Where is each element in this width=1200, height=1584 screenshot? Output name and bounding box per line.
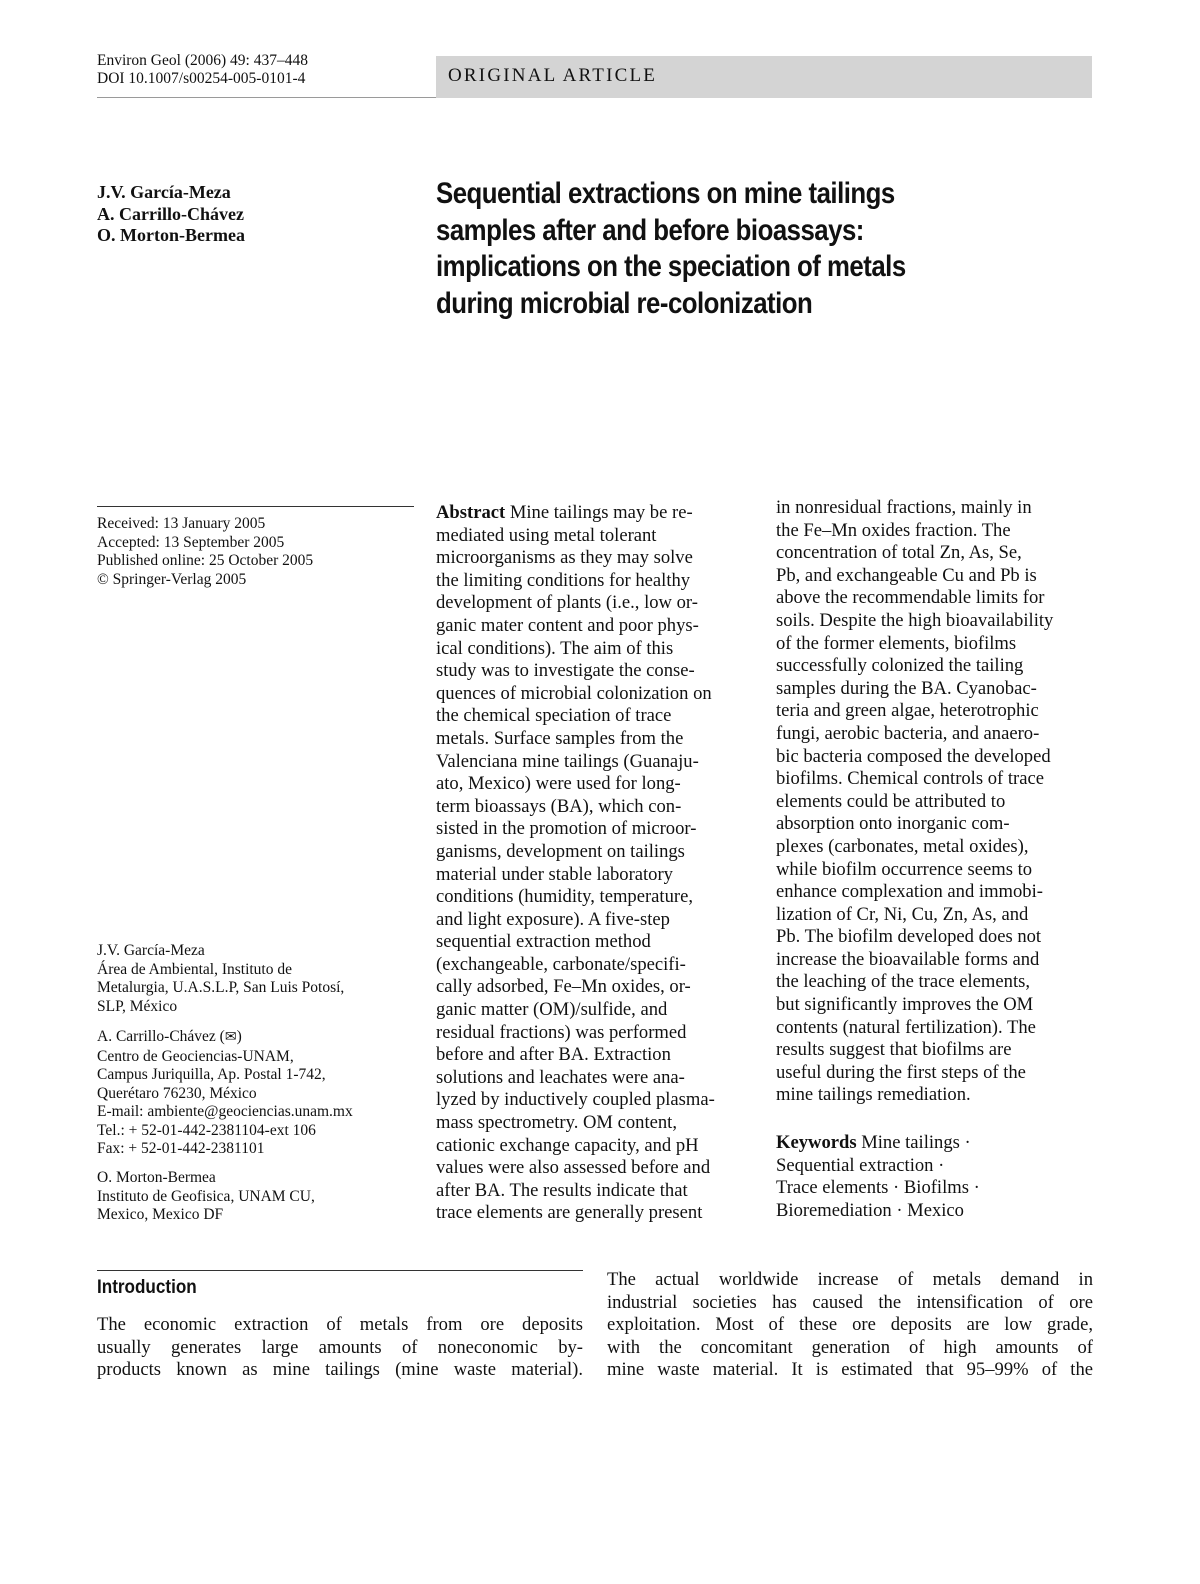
- abstract-line: but significantly improves the OM: [776, 994, 1034, 1016]
- abstract-line: solutions and leachates were ana-: [436, 1066, 685, 1088]
- keywords-block: [776, 1132, 980, 1222]
- abstract-line: Valenciana mine tailings (Guanaju-: [436, 750, 699, 772]
- keywords-first-line: Keywords Mine tailings ·: [776, 1132, 971, 1153]
- body-line: with the concomitant generation of high amounts of: [607, 1336, 1093, 1358]
- author-name: A. Carrillo-Chávez: [97, 203, 244, 224]
- abstract-line: in nonresidual fractions, mainly in: [776, 497, 1032, 518]
- abstract-line: contents (natural fertilization). The: [776, 1016, 1036, 1038]
- abstract-line: Pb, and exchangeable Cu and Pb is: [776, 564, 1037, 586]
- introduction-rule: [97, 1270, 583, 1271]
- abstract-line: the leaching of the trace elements,: [776, 971, 1030, 993]
- abstract-line: mediated using metal tolerant: [436, 524, 657, 546]
- abstract-line: ganic mater content and poor phys-: [436, 614, 699, 636]
- affiliation-line: Instituto de Geofisica, UNAM CU,: [97, 1187, 315, 1205]
- author-name: O. Morton-Bermea: [97, 225, 245, 245]
- abstract-line: soils. Despite the high bioavailability: [776, 609, 1054, 631]
- body-line: usually generates large amounts of noneconomic by-: [97, 1336, 583, 1358]
- section-banner: [436, 56, 1092, 98]
- abstract-line: lyzed by inductively coupled plasma-: [436, 1089, 715, 1111]
- abstract-line: quences of microbial colonization on: [436, 682, 712, 704]
- affiliation-morton-bermea: [97, 1169, 315, 1225]
- abstract-line: metals. Surface samples from the: [436, 727, 684, 749]
- affiliation-line: Mexico, Mexico DF: [97, 1206, 224, 1223]
- abstract-line: biofilms. Chemical controls of trace: [776, 768, 1044, 790]
- body-line: exploitation. Most of these ore deposits are low grade,: [607, 1314, 1093, 1336]
- affiliation-line: Metalurgia, U.A.S.L.P, San Luis Potosí,: [97, 979, 345, 996]
- author-list: [97, 182, 245, 247]
- abstract-line: mass spectrometry. OM content,: [436, 1112, 677, 1134]
- abstract-line: Pb. The biofilm developed does not: [776, 926, 1042, 948]
- abstract-line: enhance complexation and immobi-: [776, 881, 1043, 903]
- abstract-line: mine tailings remediation.: [776, 1084, 971, 1106]
- abstract-line: concentration of total Zn, As, Se,: [776, 542, 1022, 564]
- abstract-line: plexes (carbonates, metal oxides),: [776, 835, 1029, 857]
- abstract-line: above the recommendable limits for: [776, 587, 1045, 609]
- abstract-line: the chemical speciation of trace: [436, 705, 672, 727]
- abstract-column-1: [436, 502, 715, 1225]
- abstract-line: ato, Mexico) were used for long-: [436, 773, 681, 795]
- abstract-line: fungi, aerobic bacteria, and anaero-: [776, 722, 1040, 744]
- title-line: samples after and before bioassays:: [436, 213, 864, 247]
- abstract-line: samples during the BA. Cyanobac-: [776, 677, 1037, 699]
- abstract-line: sequential extraction method: [436, 931, 651, 953]
- abstract-label: Abstract: [436, 502, 506, 523]
- abstract-line: bic bacteria composed the developed: [776, 745, 1051, 767]
- author-name: J.V. García-Meza: [97, 182, 231, 202]
- header-rule: [97, 97, 436, 98]
- affiliation-line: Querétaro 76230, México: [97, 1084, 257, 1102]
- affiliation-line: O. Morton-Bermea: [97, 1169, 216, 1186]
- envelope-icon: ✉: [224, 1030, 237, 1045]
- abstract-line: material under stable laboratory: [436, 863, 673, 885]
- introduction-column-2: [607, 1269, 1093, 1382]
- abstract-line: after BA. The results indicate that: [436, 1179, 688, 1201]
- date-accepted: Accepted: 13 September 2005: [97, 533, 285, 551]
- corresponding-author: A. Carrillo-Chávez (✉): [97, 1028, 242, 1045]
- journal-header: [97, 52, 308, 88]
- abstract-first-line: Abstract Mine tailings may be re-: [436, 502, 693, 523]
- abstract-line: ganic matter (OM)/sulfide, and: [436, 999, 668, 1021]
- publication-dates: [97, 515, 313, 589]
- abstract-line: teria and green algae, heterotrophic: [776, 700, 1039, 722]
- sidebar-rule: [97, 506, 414, 507]
- abstract-line: values were also assessed before and: [436, 1157, 711, 1179]
- affiliation-garcia-meza: [97, 942, 344, 1016]
- abstract-line: increase the bioavailable forms and: [776, 948, 1040, 970]
- abstract-line: absorption onto inorganic com-: [776, 813, 1010, 835]
- abstract-line: before and after BA. Extraction: [436, 1044, 671, 1066]
- introduction-column-1: [97, 1314, 583, 1382]
- abstract-line: cationic exchange capacity, and pH: [436, 1134, 699, 1156]
- affiliation-line: SLP, México: [97, 997, 178, 1015]
- article-title: [436, 176, 1090, 322]
- email: E-mail: ambiente@geociencias.unam.mx: [97, 1103, 353, 1120]
- affiliation-line: Área de Ambiental, Instituto de: [97, 960, 292, 978]
- abstract-line: the Fe–Mn oxides fraction. The: [776, 519, 1011, 541]
- abstract-line: term bioassays (BA), which con-: [436, 795, 682, 817]
- abstract-line: residual fractions) was performed: [436, 1021, 687, 1043]
- body-line: products known as mine tailings (mine waste material).: [97, 1359, 583, 1381]
- abstract-line: trace elements are generally present: [436, 1202, 703, 1224]
- abstract-line: development of plants (i.e., low or-: [436, 592, 698, 614]
- abstract-line: cally adsorbed, Fe–Mn oxides, or-: [436, 976, 691, 998]
- body-line: The actual worldwide increase of metals demand in: [607, 1269, 1093, 1290]
- date-published: Published online: 25 October 2005: [97, 552, 314, 569]
- abstract-line: conditions (humidity, temperature,: [436, 886, 693, 908]
- introduction-heading: Introduction: [97, 1277, 197, 1298]
- abstract-column-2: [776, 497, 1053, 1107]
- abstract-line: the limiting conditions for healthy: [436, 569, 691, 591]
- body-line: mine waste material. It is estimated that 95–99% of the: [607, 1359, 1093, 1381]
- abstract-line: while biofilm occurrence seems to: [776, 858, 1033, 880]
- keyword-line: Bioremediation · Mexico: [776, 1199, 964, 1221]
- keywords-label: Keywords: [776, 1132, 857, 1153]
- affiliation-carrillo-chavez: [97, 1028, 353, 1159]
- abstract-line: microorganisms as they may solve: [436, 547, 693, 569]
- abstract-line: successfully colonized the tailing: [776, 655, 1024, 677]
- abstract-line: lization of Cr, Ni, Cu, Zn, As, and: [776, 903, 1029, 925]
- fax: Fax: + 52-01-442-2381101: [97, 1140, 265, 1157]
- abstract-line: ganisms, development on tailings: [436, 840, 685, 862]
- keyword-line: Trace elements · Biofilms ·: [776, 1177, 980, 1199]
- doi: DOI 10.1007/s00254-005-0101-4: [97, 70, 306, 87]
- journal-reference: Environ Geol (2006) 49: 437–448: [97, 52, 308, 69]
- title-line: implications on the speciation of metals: [436, 250, 906, 283]
- date-received: Received: 13 January 2005: [97, 515, 266, 532]
- body-line: industrial societies has caused the intensification of ore: [607, 1291, 1093, 1313]
- affiliation-line: J.V. García-Meza: [97, 942, 205, 959]
- abstract-line: (exchangeable, carbonate/specifi-: [436, 953, 686, 975]
- title-line: during microbial re-colonization: [436, 286, 813, 320]
- affiliation-line: Centro de Geociencias-UNAM,: [97, 1047, 294, 1065]
- body-line: The economic extraction of metals from ore deposits: [97, 1314, 583, 1335]
- abstract-line: sisted in the promotion of microor-: [436, 818, 697, 840]
- copyright: © Springer-Verlag 2005: [97, 570, 247, 588]
- abstract-line: useful during the first steps of the: [776, 1061, 1026, 1083]
- abstract-line: of the former elements, biofilms: [776, 632, 1017, 654]
- title-line: Sequential extractions on mine tailings: [436, 177, 895, 210]
- keyword-line: Sequential extraction ·: [776, 1154, 945, 1176]
- abstract-line: elements could be attributed to: [776, 790, 1006, 812]
- affiliation-line: Campus Juriquilla, Ap. Postal 1-742,: [97, 1066, 326, 1083]
- abstract-line: study was to investigate the conse-: [436, 660, 695, 682]
- abstract-line: results suggest that biofilms are: [776, 1039, 1012, 1061]
- abstract-line: ical conditions). The aim of this: [436, 637, 674, 659]
- section-label: ORIGINAL ARTICLE: [448, 65, 658, 86]
- abstract-line: and light exposure). A five-step: [436, 908, 670, 930]
- telephone: Tel.: + 52-01-442-2381104-ext 106: [97, 1121, 316, 1139]
